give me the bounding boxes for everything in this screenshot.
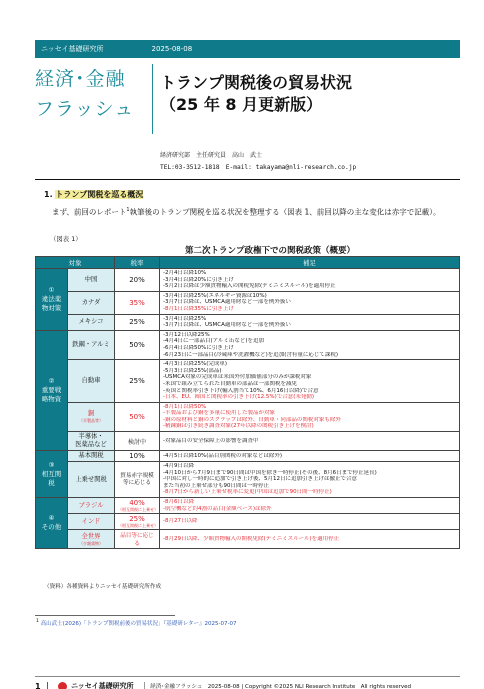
world-label: 全世界: [81, 532, 101, 540]
author-block: [160, 151, 356, 172]
footer-divider: [144, 682, 145, 689]
rate-mexico: 25%: [115, 314, 160, 330]
header-details: 補足: [160, 257, 460, 269]
details-india: [160, 514, 460, 530]
rate-brazil: [115, 498, 160, 514]
rate-steel: 50%: [115, 330, 160, 359]
page-number: 1: [35, 681, 41, 689]
footer-copyright: 経済･金融フラッシュ 2025-08-08 | Copyright ©2025 NLI Research Institute All rights reserved: [150, 684, 412, 689]
title-line-1: トランプ関税後の貿易状況: [160, 73, 353, 92]
header-rate: 税率: [115, 257, 160, 269]
target-basic: 基本関税: [68, 451, 115, 462]
table-title: 第二次トランプ政権下での関税政策（概要）: [184, 246, 355, 256]
target-mexico: メキシコ: [68, 314, 115, 330]
table-row: [36, 432, 460, 451]
detail-line: -英国と関税率引き下げ(輸入割当て10%、6月16日以降)で合意: [163, 387, 319, 394]
detail-line: -4月10日から7月9日まで90日間は中国を除き一時停止(その後、8月6日まで停止延長): [163, 469, 377, 476]
brazil-rate-value: 40%: [129, 499, 145, 508]
section-title: トランプ関税を巡る概況: [55, 190, 144, 199]
detail-line: また当初の上乗せ部分も90日間は一時停止: [163, 482, 269, 489]
details-brazil: [160, 498, 460, 514]
author-contact: TEL:03-3512-1818 E-mail: takayama@nli-research.co.jp: [160, 164, 357, 171]
paragraph-text-1: まず、前回のレポート: [52, 207, 127, 217]
rate-upper: 貿易赤字規模 等に応じる: [115, 462, 160, 498]
table-row: [36, 330, 460, 359]
group-other: ④ その他: [36, 498, 68, 549]
detail-line: -中国に対し一時的に追加で引き上げ後、5月12日に追加引き上げは撤止で合意: [163, 476, 357, 483]
footnote-number: 1: [36, 619, 39, 625]
page-title: [160, 72, 460, 116]
detail-line: -6月23日に一部品目(冷蔵庫や洗濯機など)を追加(含有量に応じて課税): [163, 351, 339, 358]
rate-world: 品目等に応じる: [115, 530, 160, 549]
world-sublabel: （少額貨物）: [79, 540, 103, 546]
target-canada: カナダ: [68, 291, 115, 314]
detail-line-changed: -8月27日以降: [163, 518, 198, 525]
details-copper: [160, 402, 460, 431]
footnote-ref[interactable]: 1: [126, 207, 130, 213]
copper-sublabel: （半製品等）: [79, 418, 103, 424]
detail-line: -4月9日以降: [163, 463, 194, 470]
target-autos: 自動車: [68, 360, 115, 403]
details-china: [160, 269, 460, 292]
detail-line-changed: -8月29日以降、少額貨物輸入の開税免除(デミニミスルール)を適用停止: [163, 535, 340, 542]
rate-copper: 50%: [115, 402, 160, 431]
rate-semis: 検討中: [115, 432, 160, 451]
details-mexico: [160, 314, 460, 330]
table-row: [36, 514, 460, 530]
detail-line: -3月7日以降は、USMCA適用財など一部を例外扱い: [163, 299, 291, 306]
brand-line-2: フラッシュ: [35, 98, 135, 120]
brazil-rate-note: （相互関税に上乗せ）: [118, 507, 158, 513]
table-row: [36, 530, 460, 549]
figure-label: （図表 1）: [50, 235, 82, 243]
detail-line: -3月12日以降25%: [163, 331, 210, 338]
detail-line: -2月4日以降10%: [163, 270, 207, 276]
target-brazil: ブラジル: [68, 498, 115, 514]
detail-line-changed: -半製品および銅を多量に使用した製品が対象: [163, 410, 275, 417]
detail-line-changed: -航空機など約4割の品目(金額ベース)は除外: [163, 505, 272, 512]
detail-line: -4月3日以降25%(完成車): [163, 361, 227, 368]
details-basic: [160, 451, 460, 462]
rate-basic: 10%: [115, 451, 160, 462]
detail-line-changed: -精錬銅は引き続き調査対象(27年以降の関税引き上げを検討): [163, 423, 314, 430]
table-row: [36, 462, 460, 498]
footer-logo-text: ニッセイ基礎研究所: [71, 682, 134, 689]
footnote-link[interactable]: 高山武士(2026)「トランプ関税前後の貿易状況」『基礎研レター』2025-07-07: [40, 621, 237, 627]
table-source: （資料）各種資料よりニッセイ基礎研究所作成: [44, 584, 162, 590]
detail-line: -USMCA対象の完成車は米国外付加価値部分のみが課税対象: [163, 374, 312, 381]
detail-line: -3月4日以降25%(エネルギー資源は10%): [163, 292, 267, 299]
target-china: 中国: [68, 269, 115, 292]
page-footer: [35, 681, 411, 689]
detail-line: -3月4日以降25%: [163, 315, 207, 322]
detail-line-changed: -8月1日以降50%: [163, 403, 207, 410]
group-drugs: ① 違法薬物対策: [36, 269, 68, 331]
detail-line: -5月3日以降25%(部品): [163, 367, 222, 374]
india-rate-note: （相互関税に上乗せ）: [118, 523, 158, 529]
header-bar: [35, 40, 460, 58]
target-upper: 上乗せ関税: [68, 462, 115, 498]
report-series-brand: [35, 64, 148, 134]
table-row: [36, 360, 460, 403]
details-canada: [160, 291, 460, 314]
header-target: 対象: [36, 257, 115, 269]
target-semis: 半導体・ 医薬品など: [68, 432, 115, 451]
footnote-rule: [35, 615, 175, 616]
detail-line-changed: -8月1日以降35%に引き上げ: [163, 305, 234, 312]
target-steel: 鉄鋼・アルミ: [68, 330, 115, 359]
rate-canada: 35%: [115, 291, 160, 314]
details-steel: [160, 330, 460, 359]
brand-line-1: 経済･金融: [35, 68, 126, 90]
detail-line: -4月5日以降10%(品目別関税の対象などは除外): [163, 452, 283, 459]
table-row: [36, 451, 460, 462]
target-copper: [68, 402, 115, 431]
details-world: [160, 530, 460, 549]
title-line-2: （25 年 8 月更新版）: [160, 95, 323, 114]
target-india: インド: [68, 514, 115, 530]
details-autos: [160, 360, 460, 403]
author-name: 経済研究部 主任研究員 高山 武士: [160, 152, 263, 159]
footnote: [36, 619, 236, 627]
nli-logo-icon: [58, 682, 67, 689]
detail-line: -3月7日以降は、USMCA適用財など一部を例外扱い: [163, 322, 291, 329]
detail-line-changed: -日本、EU、韓国と関税率の引き下げ(12.5%)で合意(未発動): [163, 394, 315, 401]
detail-line-changed: -銅の原材料と銅のスクラップは除外、自動車・同部品の関税対象も除外: [163, 416, 341, 423]
india-rate-value: 25%: [129, 515, 145, 524]
target-world: [68, 530, 115, 549]
tariff-table: [35, 256, 460, 549]
details-semis: [160, 432, 460, 451]
rate-india: [115, 514, 160, 530]
details-upper: [160, 462, 460, 498]
rate-autos: 25%: [115, 360, 160, 403]
issue-date: 2025-08-08: [151, 45, 193, 53]
group-strategic: ② 重要戦略物資: [36, 330, 68, 450]
section-number: 1.: [44, 190, 53, 199]
table-row: [36, 314, 460, 330]
detail-line: -米国で組み立てられた自動車の部品は一部関税を減免: [163, 380, 297, 387]
detail-line: -6月4日以降50%に引き上げ: [163, 344, 234, 351]
detail-line-changed: -8月7日から新しい上乗せ税率に変更(中国は追加で90日間一時停止): [163, 489, 332, 496]
body-paragraph: [44, 203, 460, 220]
paragraph-text-2: 執筆後のトランプ関税を巡る状況を整理する（図表 1、前回以降の主な変化は赤字で記載）。: [129, 207, 441, 217]
copper-label: 銅: [87, 410, 95, 418]
group-reciprocal: ③ 相互関税: [36, 451, 68, 498]
detail-line: -3月4日以降20%に引き上げ: [163, 276, 234, 283]
org-name: ニッセイ基礎研究所: [41, 45, 104, 53]
detail-line-changed: -8月6日以降: [163, 499, 194, 506]
rate-china: 20%: [115, 269, 160, 292]
header-rule: [35, 179, 460, 180]
detail-line: -4月4日に一部品目(アルミ缶など)を追加: [163, 338, 265, 345]
table-row: [36, 498, 460, 514]
footer-accent-bar: [47, 682, 49, 689]
brand-divider: [152, 64, 153, 134]
detail-line: -対象品目の安全保障上の影響を調査中: [163, 437, 259, 444]
table-row: [36, 269, 460, 292]
detail-line: -5月2日以降は少額貨物輸入の開税免除(デミニミスルール)を適用停止: [163, 283, 336, 290]
table-row: [36, 402, 460, 431]
table-header-row: [36, 257, 460, 269]
section-heading: [44, 189, 143, 200]
footer-rule: [35, 676, 460, 677]
table-row: [36, 291, 460, 314]
